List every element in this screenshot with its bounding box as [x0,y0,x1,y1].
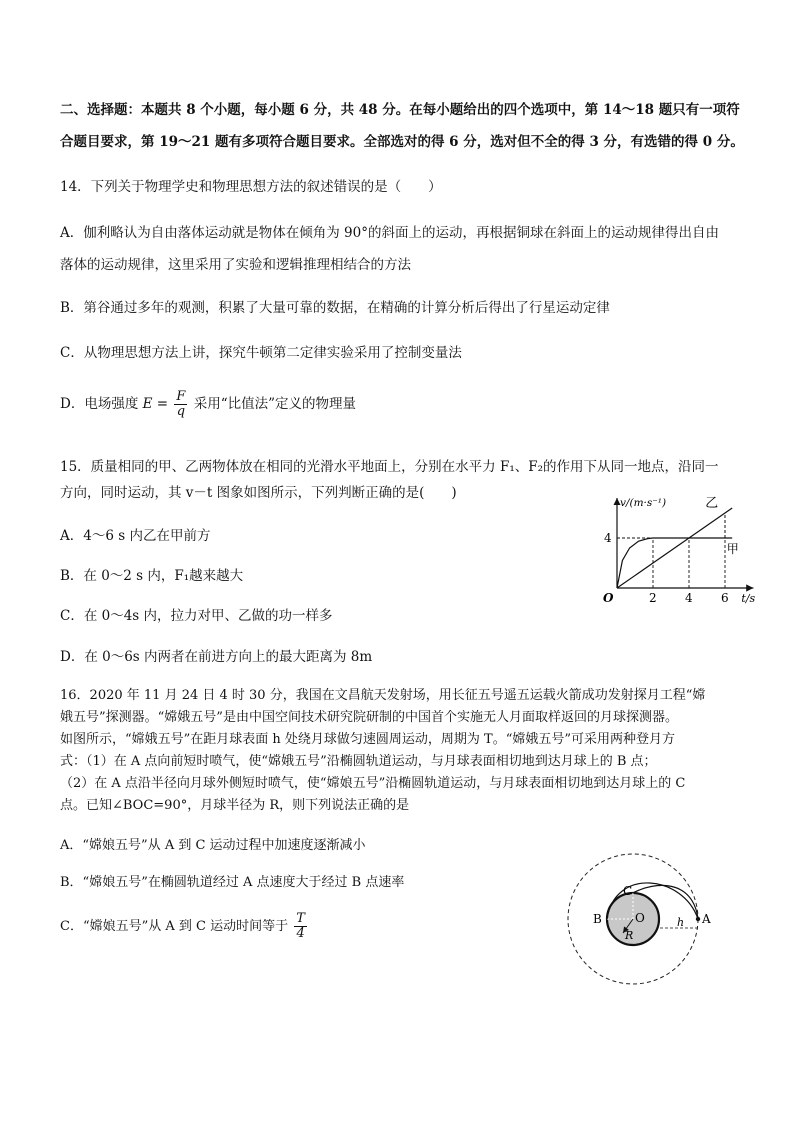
vt-chart [595,492,765,607]
q14-stem: 14．下列关于物理学史和物理思想方法的叙述错误的是（ ） [60,179,442,195]
label-o: O [635,911,645,925]
x-tick-label: 6 [721,591,729,605]
origin-label: O [603,591,614,605]
q16-stem-line5: （2）在 A 点沿半径向月球外侧短时喷气，使“嫦娘五号”沿椭圆轨道运动，与月球表面相切地到达月球上的 C [60,776,686,791]
q16-stem-line1: 16．2020 年 11 月 24 日 4 时 30 分，我国在文昌航天发射场，用长征五号遥五运载火箭成功发射探月工程“嫦 [60,688,706,703]
q16-option-c-text: C．“嫦娘五号”从 A 到 C 运动时间等于 [60,919,289,934]
q15-option-d: D．在 0～6s 内两者在前进方向上的最大距离为 8m [60,649,373,665]
series-line-jia [617,538,732,588]
q14-option-c: C．从物理思想方法上讲，探究牛顿第二定律实验采用了控制变量法 [60,345,462,361]
q15-option-c: C．在 0～4s 内，拉力对甲、乙做的功一样多 [60,608,333,624]
q14-option-a [60,224,750,274]
q14-option-d [60,390,750,419]
q15-stem-line2: 方向，同时运动，其 v－t 图象如图所示，下列判断正确的是( ) [60,485,457,501]
y-tick-label: 4 [604,531,612,545]
point-a [696,917,700,921]
q14-option-d-suffix: 采用“比值法”定义的物理量 [193,396,357,412]
q16-stem-line2: 娥五号”探测器。“嫦娥五号”是由中国空间技术研究院研制的中国首个实施无人月面取样返回的月球探测器。 [60,710,678,725]
section-heading-line2: 合题目要求，第 19～21 题有多项符合题目要求。全部选对的得 6 分，选对但不全的得 3 分，有选错的得 0 分。 [60,134,744,150]
q15-stem-line1: 15．质量相同的甲、乙两物体放在相同的光滑水平地面上，分别在水平力 F₁、F₂的作用下从同一地点，沿同一 [60,459,719,475]
q16-stem [60,687,750,815]
label-c: C [623,884,633,898]
q14-option-b: B．第谷通过多年的观测，积累了大量可靠的数据，在精确的计算分析后得出了行星运动定律 [60,300,610,316]
q14-fraction-numerator: F [176,389,186,404]
legend-jia: 甲 [726,542,739,556]
q16-stem-line3: 如图所示，“嫦娥五号”在距月球表面 h 处绕月球做匀速圆周运动，周期为 T。“嫦娥五号”可采用两种登月方 [60,732,676,747]
q16-fraction-denominator: 4 [296,926,305,941]
x-axis-label: t/s [741,592,756,605]
x-tick-label: 4 [685,591,693,605]
q16-option-c [60,912,540,941]
q16-stem-line4: 式：（1）在 A 点向前短时喷气，使“嫦娥五号”沿椭圆轨道运动，与月球表面相切地到达月球上的 B 点； [60,754,657,769]
q14-option-a-line2: 落体的运动规律，这里采用了实验和逻辑推理相结合的方法 [60,257,411,273]
q16-fraction-numerator: T [296,911,305,926]
x-tick-label: 2 [649,591,657,605]
label-h: h [677,916,685,929]
section-heading-line1: 二、选择题：本题共 8 个小题，每小题 6 分，共 48 分。在每小题给出的四个选项中，第 14～18 题只有一项符 [60,102,740,118]
orbit-diagram [565,843,755,1008]
label-r: R [625,929,634,942]
q16-option-a: A．“嫦娘五号”从 A 到 C 运动过程中加速度逐渐减小 [60,838,366,853]
section-heading [60,101,750,151]
q14-option-a-line1: A．伽利略认为自由落体运动就是物体在倾角为 90°的斜面上的运动，再根据铜球在斜面上的运动规律得出自由 [60,225,719,241]
q14-option-d-prefix: D．电场强度 [60,396,139,412]
legend-yi: 乙 [705,495,719,511]
q14-option-d-equation: E = [142,396,169,412]
q14-fraction [174,390,187,419]
q15-option-a: A．4～6 s 内乙在甲前方 [60,528,211,544]
label-a: A [702,912,711,926]
series-line-yi [617,508,732,588]
label-b: B [593,912,602,926]
q16-option-b: B．“嫦娘五号”在椭圆轨道经过 A 点速度大于经过 B 点速率 [60,875,405,890]
q16-stem-line6: 点。已知∠BOC=90°，月球半径为 R，则下列说法正确的是 [60,798,410,813]
q15-option-b: B．在 0～2 s 内，F₁越来越大 [60,568,244,584]
y-axis-label: v/(m·s⁻¹) [620,497,667,509]
q16-fraction [294,912,307,941]
q14-fraction-denominator: q [176,404,186,419]
